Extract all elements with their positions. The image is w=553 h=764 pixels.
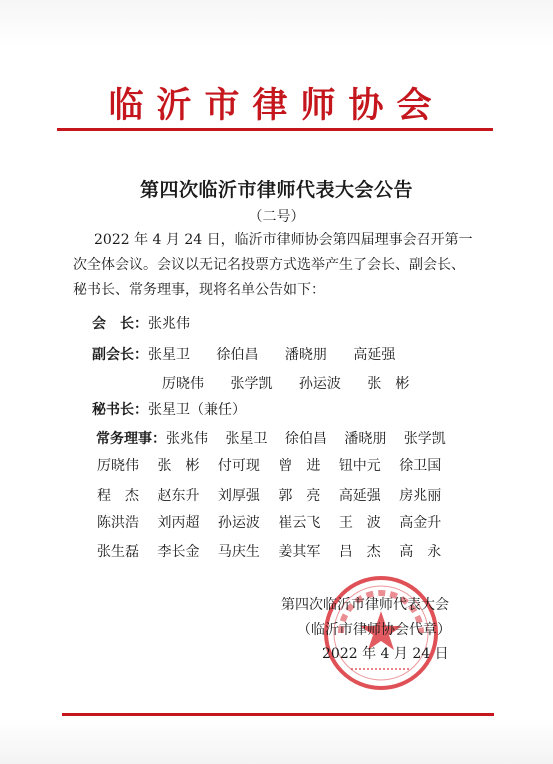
standing-director-name: 姜其军: [278, 544, 321, 560]
standing-director-name: 崔云飞: [278, 515, 321, 531]
secretary-general-label: 秘书长：: [92, 402, 148, 418]
standing-director-name: 张 彬: [157, 458, 200, 474]
vice-president-name: 徐伯昌: [216, 347, 259, 363]
standing-director-line: [97, 512, 441, 532]
vice-president-name: 张学凯: [230, 376, 273, 392]
standing-director-name: 潘晓朋: [344, 431, 387, 447]
standing-director-name: 李长金: [157, 544, 200, 560]
standing-director-name: 高 永: [399, 544, 442, 560]
standing-director-name: 高金升: [399, 515, 442, 531]
vice-president-name: 厉晓伟: [162, 376, 204, 392]
president-label: 会 长：: [92, 316, 148, 332]
vice-president-name: 高延强: [353, 347, 396, 363]
standing-director-name: 马庆生: [217, 544, 260, 560]
vice-president-name: 潘晓朋: [284, 347, 327, 363]
standing-director-name: 赵东升: [157, 488, 200, 504]
standing-director-name: 徐伯昌: [284, 431, 327, 447]
standing-director-name: 厉晓伟: [97, 458, 139, 474]
standing-director-line: [97, 541, 441, 561]
standing-director-name: 王 波: [338, 515, 381, 531]
signature-date: 2022 年 4 月 24 日: [322, 646, 449, 662]
standing-director-name: 孙运波: [217, 515, 260, 531]
standing-director-name: 高延强: [338, 488, 381, 504]
president-line: [92, 313, 190, 333]
standing-director-name: 张生磊: [97, 544, 139, 560]
standing-director-name: 钮中元: [338, 458, 381, 474]
intro-line: 秘书长、常务理事，现将名单公告如下：: [73, 282, 325, 298]
standing-director-line: [97, 455, 441, 475]
secretary-general-line: [92, 399, 246, 419]
standing-director-name: 刘厚强: [217, 488, 260, 504]
letterhead-red-rule: [57, 128, 493, 131]
vice-president-line: [162, 373, 409, 393]
president-name: 张兆伟: [148, 316, 190, 332]
secretary-general-name: 张星卫（兼任）: [148, 402, 246, 418]
vice-president-name: 张 彬: [367, 376, 410, 392]
standing-director-name: 曾 进: [278, 458, 321, 474]
notice-title: 第四次临沂市律师代表大会公告: [139, 179, 413, 201]
standing-director-name: 张星卫: [225, 431, 268, 447]
standing-director-name: 徐卫国: [399, 458, 442, 474]
intro-line: 次全体会议。会议以无记名投票方式选举产生了会长、副会长、: [73, 257, 465, 273]
vice-president-line: [92, 344, 395, 364]
standing-director-name: 刘丙超: [157, 515, 200, 531]
standing-director-name: 陈洪浩: [97, 515, 139, 531]
standing-director-name: 张学凯: [403, 431, 446, 447]
standing-director-name: 张兆伟: [166, 431, 208, 447]
standing-director-line: [97, 485, 441, 505]
intro-line: 2022 年 4 月 24 日，临沂市律师协会第四届理事会召开第一: [94, 232, 473, 248]
standing-director-label: 常务理事：: [96, 431, 166, 447]
standing-director-name: 付可现: [217, 458, 260, 474]
vice-president-name: 张星卫: [148, 347, 190, 363]
standing-director-name: 程 杰: [97, 488, 139, 504]
signature-organization: 第四次临沂市律师代表大会: [281, 597, 449, 613]
standing-director-line: [96, 428, 446, 448]
signature-seal-note: （临沂市律师协会代章）: [297, 622, 451, 638]
standing-director-name: 房兆丽: [399, 488, 442, 504]
vice-president-label: 副会长：: [92, 347, 148, 363]
notice-number: （二号）: [248, 209, 305, 225]
vice-president-name: 孙运波: [298, 376, 341, 392]
footer-red-rule: [62, 713, 494, 716]
standing-director-name: 郭 亮: [278, 488, 321, 504]
standing-director-name: 吕 杰: [338, 544, 381, 560]
letterhead-title: 临沂市律师协会: [108, 86, 445, 126]
